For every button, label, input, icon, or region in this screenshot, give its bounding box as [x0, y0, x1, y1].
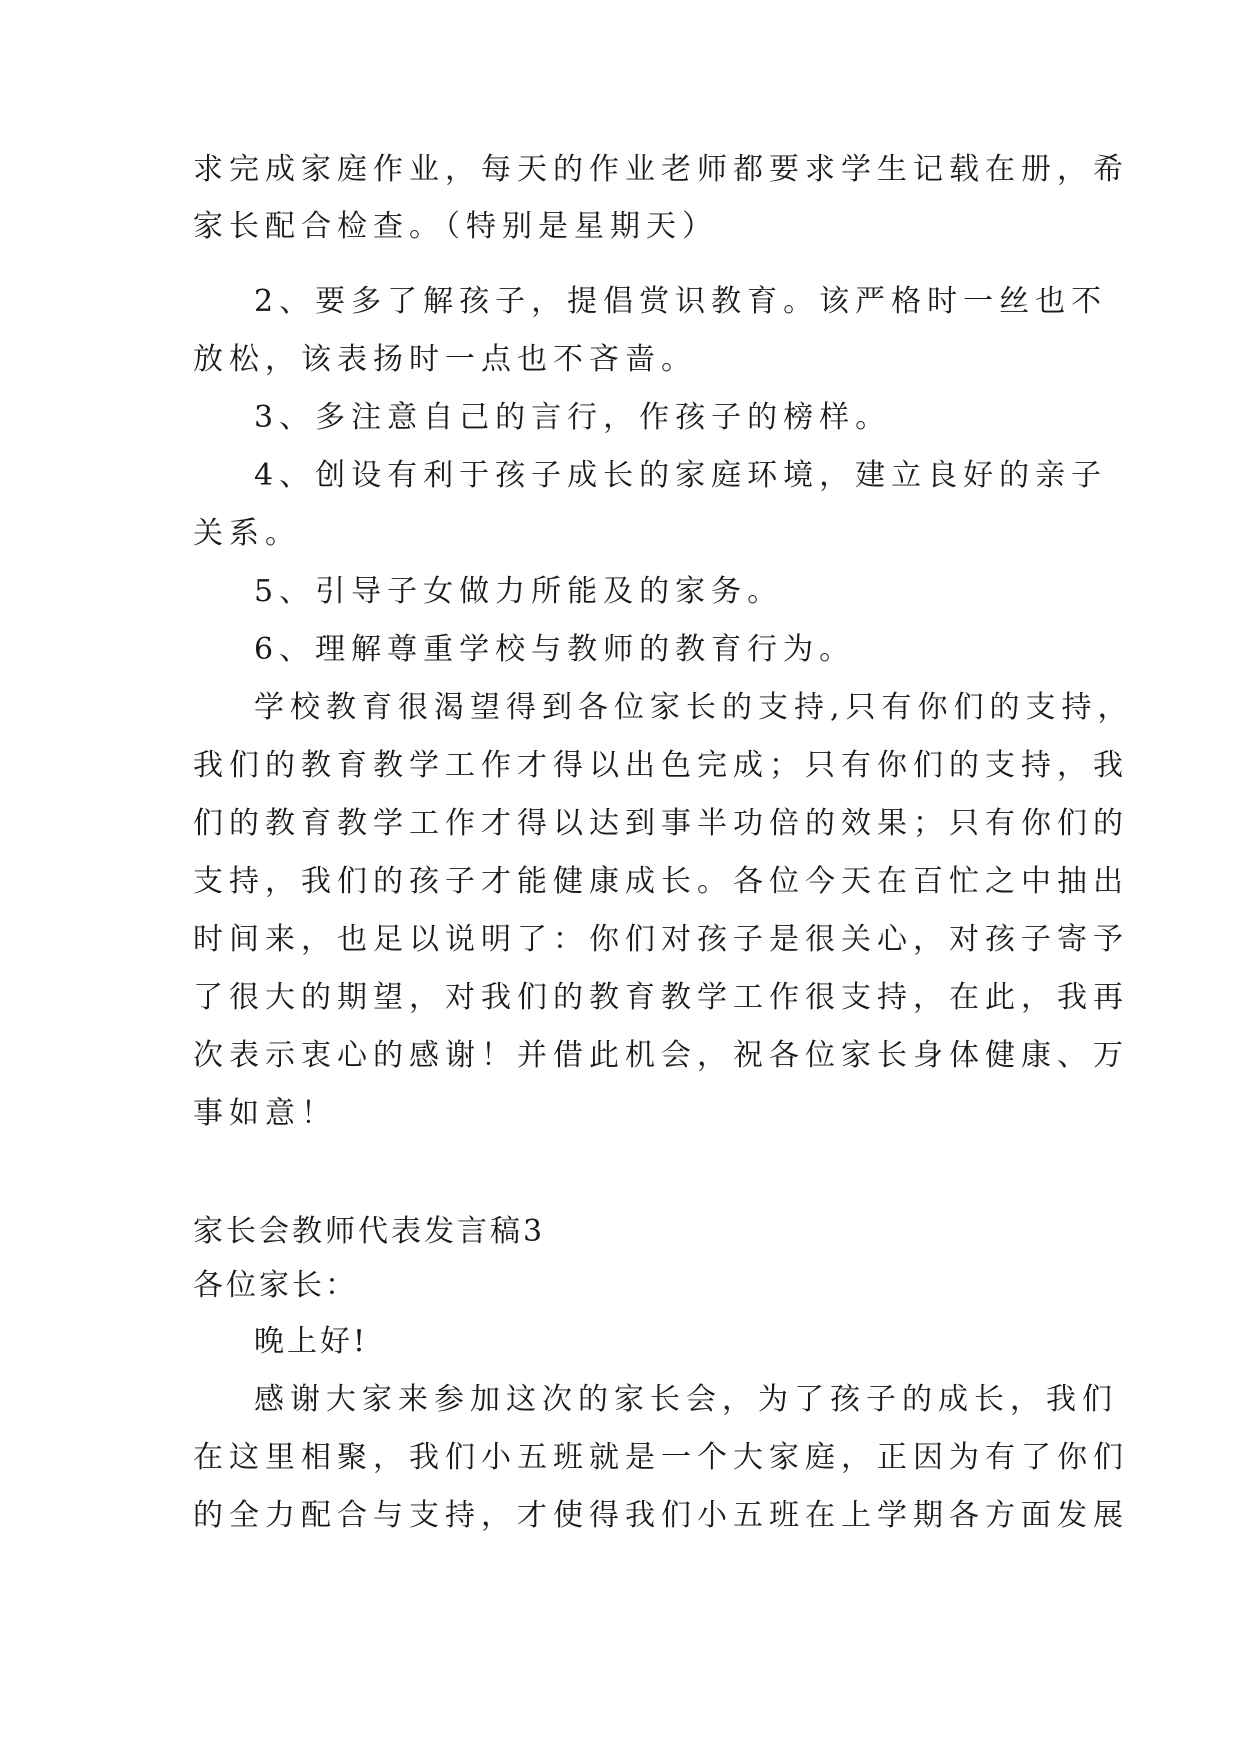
- paragraph-line: 了很大的期望，对我们的教育教学工作很支持，在此，我再: [193, 980, 1129, 1015]
- list-item-3: 3、多注意自己的言行，作孩子的榜样。: [254, 400, 892, 435]
- paragraph-line: 支持，我们的孩子才能健康成长。各位今天在百忙之中抽出: [193, 864, 1129, 899]
- paragraph-line: 我们的教育教学工作才得以出色完成；只有你们的支持，我: [193, 748, 1129, 783]
- list-item-5: 5、引导子女做力所能及的家务。: [254, 574, 784, 609]
- paragraph-line: 学校教育很渴望得到各位家长的支持,只有你们的支持，: [254, 690, 1134, 725]
- salutation: 各位家长：: [193, 1268, 358, 1303]
- paragraph-line: 事如意！: [193, 1096, 337, 1131]
- paragraph-line: 求完成家庭作业，每天的作业老师都要求学生记载在册，希: [193, 152, 1129, 187]
- section-title: 家长会教师代表发言稿3: [193, 1214, 546, 1249]
- paragraph-line: 家长配合检查。（特别是星期天）: [193, 209, 718, 244]
- paragraph-line: 的全力配合与支持，才使得我们小五班在上学期各方面发展: [193, 1498, 1129, 1533]
- paragraph-line: 感谢大家来参加这次的家长会，为了孩子的成长，我们: [254, 1382, 1118, 1417]
- list-item-4: 4、创设有利于孩子成长的家庭环境，建立良好的亲子: [254, 458, 1108, 493]
- paragraph-line: 关系。: [193, 516, 301, 551]
- list-item-6: 6、理解尊重学校与教师的教育行为。: [254, 632, 856, 667]
- paragraph-line: 在这里相聚，我们小五班就是一个大家庭，正因为有了你们: [193, 1440, 1129, 1475]
- paragraph-line: 放松，该表扬时一点也不吝啬。: [193, 342, 697, 377]
- list-item-2: 2、要多了解孩子，提倡赏识教育。该严格时一丝也不: [254, 284, 1108, 319]
- paragraph-line: 次表示衷心的感谢！并借此机会，祝各位家长身体健康、万: [193, 1038, 1129, 1073]
- paragraph-line: 时间来，也足以说明了：你们对孩子是很关心，对孩子寄予: [193, 922, 1129, 957]
- paragraph-line: 们的教育教学工作才得以达到事半功倍的效果；只有你们的: [193, 806, 1129, 841]
- greeting: 晚上好!: [254, 1324, 369, 1359]
